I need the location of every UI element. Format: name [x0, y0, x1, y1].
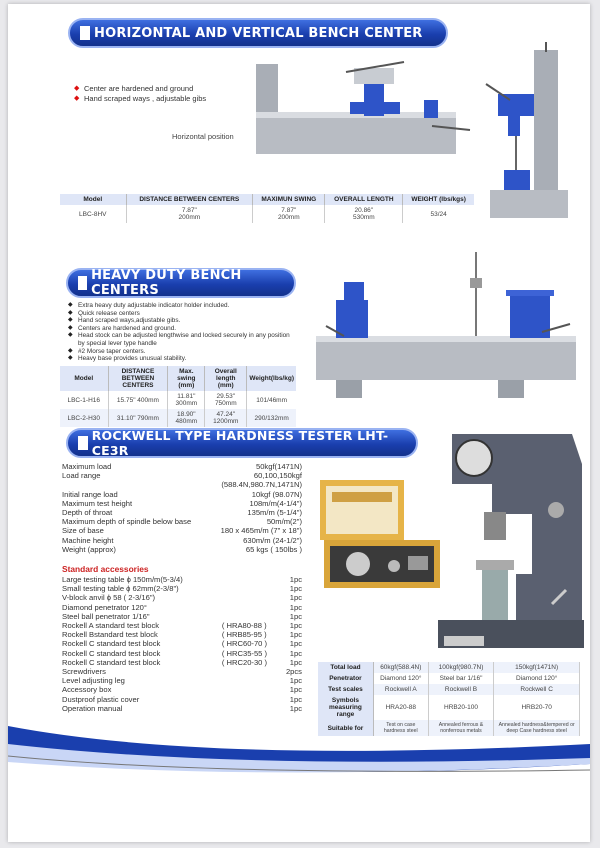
cell: 31.10" 790mm [108, 409, 168, 427]
bullet-item: ◆ Heavy base provides unusual stability. [68, 355, 298, 363]
bullet-item: ◆ Center are hardened and ground [74, 84, 254, 94]
accessory-qty: 1pc [289, 621, 302, 631]
cell: 11.81" 300mm [168, 391, 205, 409]
accessory-qty: 2pcs [285, 667, 302, 677]
spec-row [62, 499, 302, 508]
accessory-row [62, 685, 302, 694]
section-title-bench-center [68, 18, 448, 48]
cell: Steel bar 1/16" [428, 673, 494, 684]
spec-label: Maximum load [62, 462, 112, 471]
bullet-item: ◆ Quick release centers [68, 310, 298, 318]
spec-row [62, 480, 302, 489]
accessory-name: Rockell C standard test block [62, 657, 161, 667]
vertical-bench-center-image [480, 40, 576, 222]
accessory-range [222, 603, 282, 612]
accessory-box-image [314, 474, 444, 592]
spec-row [62, 526, 302, 535]
spec-row [62, 508, 302, 517]
spec-value: 50kgf(1471N) [255, 462, 302, 471]
col-header: Overall length (mm) [205, 366, 247, 391]
accessory-name: V-block anvil ϕ 58 ( 2-3/16") [62, 593, 156, 603]
cell-mm: 200mm [277, 214, 300, 221]
row-header: Suitable for [318, 720, 373, 736]
row-header: Penetrator [318, 673, 373, 684]
col-header: Model [60, 194, 126, 205]
cell-inch: 7.87" [181, 207, 197, 214]
cell: Rockwell C [494, 684, 580, 695]
section-title-text: HEAVY DUTY BENCH CENTERS [91, 268, 242, 298]
table-row [60, 205, 474, 223]
spec-label: Initial range load [62, 489, 118, 499]
accessory-qty: 1pc [289, 584, 302, 594]
accessory-range: ( HRC60-70 ) [221, 639, 268, 649]
bullet-item: ◆ Hand scraped ways , adjustable gibs [74, 94, 254, 104]
page-swoosh-decoration [8, 704, 590, 784]
horizontal-caption: Horizontal position [172, 132, 234, 141]
accessory-name: Screwdrivers [62, 667, 106, 677]
table-row [318, 662, 580, 673]
accessory-qty: 1pc [289, 676, 302, 686]
title-marker [78, 436, 88, 450]
accessory-qty: 1pc [289, 657, 302, 667]
table-row [60, 391, 296, 409]
accessory-range [222, 612, 282, 621]
title-marker [78, 276, 87, 290]
accessory-name: Diamond penetrator 120° [62, 602, 147, 612]
accessory-name: Steel ball penetrator 1/16" [62, 611, 150, 621]
title-marker [80, 26, 90, 40]
row-header: Symbols measuring range [318, 695, 373, 720]
accessory-name: Dustproof plastic cover [62, 694, 140, 704]
cell-mm: 200mm [178, 214, 201, 221]
spec-row [62, 545, 302, 554]
section-title-heavy-duty [66, 268, 296, 298]
heavy-duty-bullets [68, 302, 298, 363]
accessory-row [62, 667, 302, 676]
accessory-row [62, 676, 302, 685]
accessory-qty: 1pc [289, 630, 302, 640]
catalog-page [8, 4, 590, 842]
section-title-rockwell [66, 428, 418, 458]
cell [253, 205, 325, 223]
accessory-qty: 1pc [289, 694, 302, 704]
table-row [60, 409, 296, 427]
bench-center-spec-table [60, 194, 474, 223]
spec-row [62, 462, 302, 471]
accessory-name: Level adjusting leg [62, 676, 125, 686]
accessories-heading: Standard accessories [62, 564, 149, 574]
spec-label: Maximum test height [62, 498, 133, 508]
bullet-item: ◆ Centers are hardened and ground. [68, 325, 298, 333]
accessory-qty: 1pc [289, 685, 302, 695]
cell [325, 205, 403, 223]
accessory-name: Rockell Bstandard test block [62, 630, 158, 640]
accessory-row [62, 649, 302, 658]
accessory-range [222, 685, 282, 694]
cell: 100kgf(980.7N) [428, 662, 494, 673]
cell: HRB20-100 [428, 695, 494, 720]
accessory-row [62, 593, 302, 602]
cell: LBC-8HV [60, 205, 126, 223]
spec-value: 10kgf (98.07N) [251, 489, 302, 499]
col-header: Max. swing (mm) [168, 366, 205, 391]
spec-value: 65 kgs ( 150lbs ) [245, 544, 302, 554]
accessory-name: Operation manual [62, 703, 123, 713]
accessory-qty: 1pc [289, 639, 302, 649]
spec-row [62, 517, 302, 526]
accessory-name: Large testing table ϕ 150m/m(5-3/4) [62, 575, 183, 584]
accessory-range [222, 584, 282, 593]
section-title-text: HORIZONTAL AND VERTICAL BENCH CENTER [94, 25, 423, 41]
spec-value: 108m/m(4-1/4") [249, 498, 302, 508]
accessory-range [220, 667, 280, 676]
accessory-qty: 1pc [289, 602, 302, 612]
table-row [318, 673, 580, 684]
cell: LBC-2-H30 [60, 409, 108, 427]
accessory-row [62, 630, 302, 639]
cell [126, 205, 253, 223]
cell: HRA20-88 [373, 695, 428, 720]
col-header: MAXIMUN SWING [253, 194, 325, 205]
hardness-tester-image [432, 424, 584, 654]
bullet-item: ◆ Head stock can be adjusted lengthwise and locked securely in any position by special lever type handle [68, 332, 298, 347]
cell: 150kgf(1471N) [494, 662, 580, 673]
spec-value: 180 x 465m/m (7" x 18") [220, 526, 302, 536]
accessory-range: ( HRB85-95 ) [221, 630, 267, 640]
cell: 47.24" 1200mm [205, 409, 247, 427]
accessory-row [62, 639, 302, 648]
spec-value: 50m/m(2") [266, 517, 302, 527]
cell: HRB20-70 [494, 695, 580, 720]
cell: Rockwell B [428, 684, 494, 695]
cell: 15.75" 400mm [108, 391, 168, 409]
row-header: Test scales [318, 684, 373, 695]
cell: Test on case hardness steel [373, 720, 428, 736]
cell: Annealed ferrous & nonferrous metals [428, 720, 494, 736]
horizontal-bench-center-image [254, 54, 474, 164]
accessory-qty: 1pc [289, 575, 302, 584]
accessory-name: Rockell A standard test block [62, 621, 160, 631]
spec-row [62, 536, 302, 545]
accessory-row [62, 621, 302, 630]
spec-value: (588.4N,980.7N,1471N) [221, 480, 302, 490]
bullet-item: ◆ Extra heavy duty adjustable indicator holder included. [68, 302, 298, 310]
table-row [318, 684, 580, 695]
cell: 29.53" 750mm [205, 391, 247, 409]
accessory-row [62, 603, 302, 612]
accessory-range: ( HRA80-88 ) [221, 621, 267, 631]
cell: 53/24 [430, 210, 447, 218]
accessories-list [62, 575, 302, 713]
cell-inch: 7.87" [281, 207, 297, 214]
accessory-name: Rockell C standard test block [62, 639, 161, 649]
accessory-row [62, 695, 302, 704]
accessory-range: ( HRC35-55 ) [221, 648, 268, 658]
heavy-duty-bench-center-image [306, 248, 578, 418]
cell: Rockwell A [373, 684, 428, 695]
accessory-range [222, 676, 282, 685]
cell: Annealed hardness&tempered or deep Case hardness steel [494, 720, 580, 736]
spec-value: 630m/m (24-1/2") [243, 535, 302, 545]
col-header: WEIGHT (lbs/kgs) [403, 194, 474, 205]
row-header: Total load [318, 662, 373, 673]
spec-row [62, 490, 302, 499]
col-header: Model [60, 366, 108, 391]
cell: Diamond 120° [373, 673, 428, 684]
bullet-item: ◆ Hand scraped ways,adjustable gibs. [68, 317, 298, 325]
cell: Diamond 120° [494, 673, 580, 684]
col-header: DISTANCE BETWEEN CENTERS [126, 194, 253, 205]
spec-row [62, 471, 302, 480]
heavy-duty-spec-table [60, 366, 296, 427]
accessory-name: Rockell C standard test block [62, 648, 161, 658]
rockwell-spec-list [62, 462, 302, 554]
cell: 290/132mm [254, 414, 289, 422]
section-title-text: ROCKWELL TYPE HARDNESS TESTER LHT-CE3R [91, 428, 389, 458]
spec-label: Depth of throat [62, 508, 113, 518]
spec-label: Load range [62, 471, 101, 481]
accessory-range [222, 695, 282, 704]
accessory-range: ( HRC20-30 ) [221, 657, 268, 667]
cell: 101/46mm [256, 396, 288, 404]
spec-label: Maximum depth of spindle below base [62, 517, 192, 527]
accessory-qty: 1pc [289, 703, 302, 713]
spec-value: 135m/m (5-1/4") [247, 508, 302, 518]
col-header: Weight(lbs/kg) [247, 366, 296, 391]
col-header: DISTANCE BETWEEN CENTERS [108, 366, 168, 391]
accessory-row [62, 658, 302, 667]
spec-label: Size of base [62, 526, 104, 536]
cell: 18.90" 480mm [168, 409, 205, 427]
cell: LBC-1-H16 [60, 391, 108, 409]
accessory-range [222, 593, 282, 602]
col-header: OVERALL LENGTH [325, 194, 403, 205]
spec-value: 60,100,150kgf [253, 471, 302, 481]
accessory-row [62, 575, 302, 584]
accessory-name: Accessory box [62, 685, 112, 695]
bullet-item: ◆ #2 Morse taper centers. [68, 348, 298, 356]
accessory-qty: 1pc [289, 648, 302, 658]
accessory-qty: 1pc [289, 611, 302, 621]
bench-center-bullets [74, 84, 254, 104]
spec-label: Weight (approx) [62, 544, 116, 554]
accessory-range [222, 575, 282, 584]
accessory-row [62, 584, 302, 593]
cell: 60kgf(588.4N) [373, 662, 428, 673]
cell-mm: 530mm [352, 214, 375, 221]
accessory-name: Small testing table ϕ 62mm(2-3/8") [62, 584, 179, 594]
page-number: 092 [28, 738, 44, 748]
spec-label: Machine height [62, 535, 114, 545]
cell-inch: 20.86" [354, 207, 374, 214]
accessory-row [62, 612, 302, 621]
accessory-qty: 1pc [289, 593, 302, 603]
